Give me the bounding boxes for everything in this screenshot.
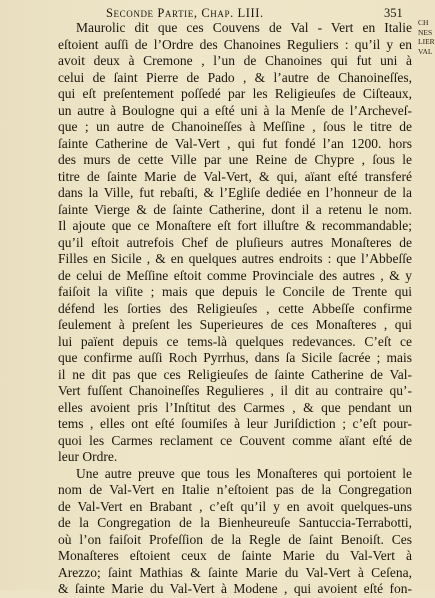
text-line: de celui de Meſſine eſtoit comme Provinciale des autres , & y xyxy=(58,267,412,283)
text-line: Filles en Sicile , & en quelques autres endroits : que l’Abbeſſe xyxy=(58,251,412,266)
text-line: faiſoit la viſite ; mais que depuis le Concile de Trente qui xyxy=(58,284,412,299)
text-line: Il ajoute que ce Monaſtere eſt fort illuſtre & recommandable; xyxy=(58,218,412,233)
text-line: celui de ſaint Pierre de Pado , & l’autre de Chanoineſſes, xyxy=(58,69,412,85)
text-line: où l’on faiſoit Profeſſion de la Regle de ſaint Benoiſt. Ces xyxy=(58,531,412,547)
margin-note-line: LIER xyxy=(418,37,435,46)
text-line: ſainte Catherine de Val-Vert , qui fut fondé l’an 1200. hors xyxy=(58,135,412,151)
text-line: ſainte Vierge & de ſainte Catherine, dont il a retenu le nom. xyxy=(58,201,412,217)
text-line: quoi les Carmes reclament ce Couvent comme aïant eſté de xyxy=(58,432,412,448)
paragraph xyxy=(58,466,412,598)
text-line: elles avoient pris l’Inſtitut des Carmes , & que pendant un xyxy=(58,399,412,415)
margin-note xyxy=(418,18,435,56)
text-line: défend les ſorties des Religieuſes , cette Abbeſſe confirme xyxy=(58,300,412,316)
text-line: dans la Ville, fut rebaſti, & l’Egliſe dediée en l’honneur de la xyxy=(58,185,412,200)
text-line: leur Ordre. xyxy=(58,449,118,464)
text-line: eſtoient auſſi de l’Ordre des Chanoines Reguliers : qu’il y en xyxy=(58,36,412,52)
text-line: qui eſt preſentement poſſedé par les Religieuſes de Ciſteaux, xyxy=(58,86,412,101)
text-line: que ; un autre de Chanoineſſes à Meſſine , ſous le titre de xyxy=(58,119,412,134)
margin-note-line: CH xyxy=(418,18,429,27)
text-line: Arezzo; ſaint Mathias & ſainte Marie du Val-Vert à Ceſena, xyxy=(58,564,412,580)
paragraph xyxy=(58,20,412,466)
text-line: des murs de cette Ville par une Reine de Chypre , ſous le xyxy=(58,152,412,167)
margin-note-line: VAL xyxy=(418,46,433,56)
body-text xyxy=(58,20,412,598)
page-number: 351 xyxy=(384,6,403,20)
text-line: titre de ſainte Marie de Val-Vert, & qui, aïant eſté transferé xyxy=(58,168,412,184)
text-line: tems , elles ont eſté ſoumiſes à leur Juriſdiction ; c’eſt pour- xyxy=(58,416,412,431)
text-line: un autre à Boulogne qui a eſté uni à la Menſe de l’Archeveſ- xyxy=(58,102,412,118)
text-line: de Val-Vert en Brabant , c’eſt qu’il y en avoit quelques-uns xyxy=(58,498,412,514)
text-line: avoit deux à Cremone , l’un de Chanoines qui fut uni à xyxy=(58,53,412,68)
margin-note-line: NES xyxy=(418,27,433,37)
text-line: ſeulement à preſent les Superieures de ces Monaſteres , qui xyxy=(58,317,412,332)
text-line: que confirme auſſi Roch Pyrrhus, dans ſa Sicile ſacrée ; mais xyxy=(58,350,412,365)
text-line: il ne dit pas que ces Religieuſes de ſainte Catherine de Val- xyxy=(58,366,412,382)
text-line: Monaſteres eſtoient ceux de ſainte Marie du Val-Vert à xyxy=(58,548,412,563)
text-line: Maurolic dit que ces Couvens de Val - Vert en Italie xyxy=(76,20,412,35)
text-line: de la Congregation de la Bienheureuſe Santuccia-Terrabotti, xyxy=(58,515,412,530)
text-line: & ſainte Marie du Val-Vert à Modene , qui avoient eſté fon- xyxy=(58,581,412,596)
text-line: nom de Val-Vert en Italie n’eſtoient pas de la Congregation xyxy=(58,482,412,497)
text-line: lui païent depuis ce tems-là quelques redevances. C’eſt ce xyxy=(58,333,412,349)
text-line: qu’il eſtoit autrefois Chef de pluſieurs autres Monaſteres de xyxy=(58,234,412,250)
text-line: Vert fuſſent Chanoineſſes Regulieres , il dit au contraire qu’- xyxy=(58,383,412,398)
running-head-title: Seconde Partie, Chap. LIII. xyxy=(106,6,264,20)
text-line: Une autre preuve que tous les Monaſteres qui portoient le xyxy=(76,465,412,481)
